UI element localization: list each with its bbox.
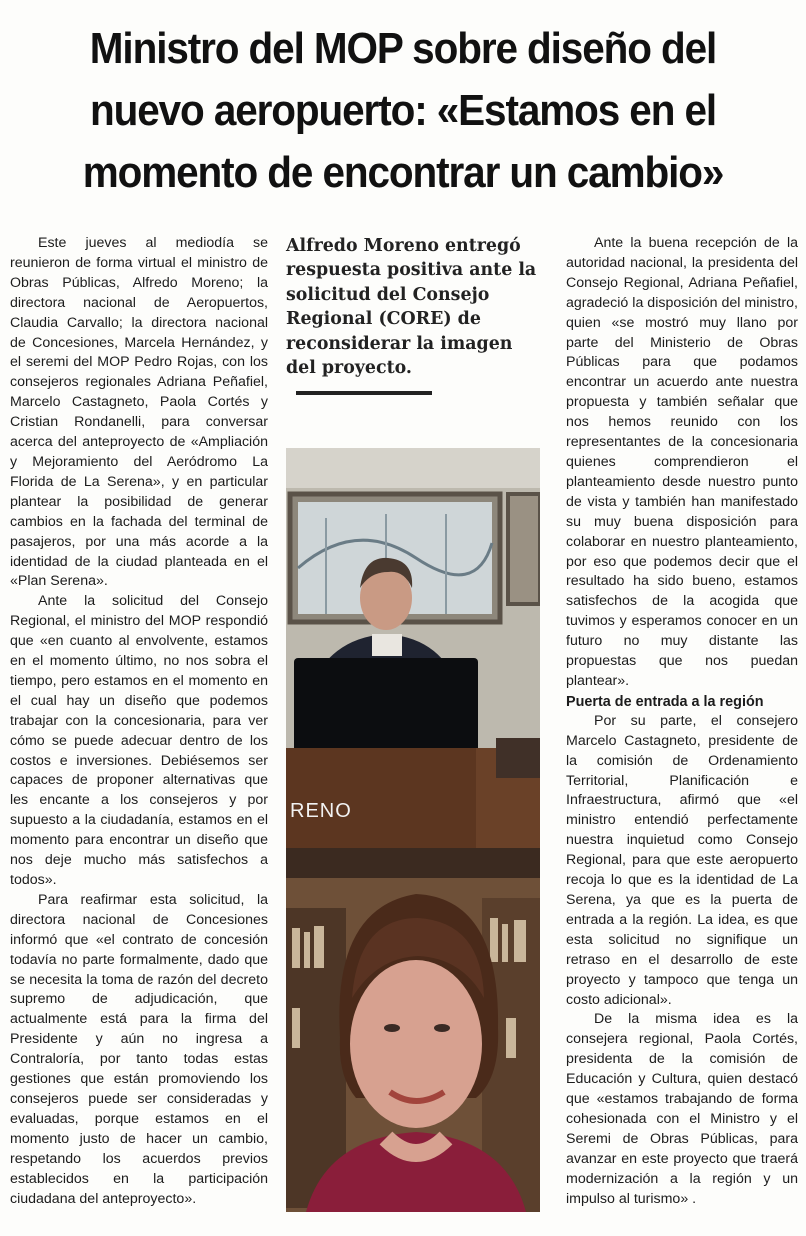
- paragraph: Por su parte, el consejero Marcelo Castagneto, presidente de la comisión de Ordenamiento Territorial, Planificación e Infraestructura, afirmó que «el ministro entendió perfectamente nuestra inquietud como Consejo Regional, para que este aeropuerto recoja lo que es la identidad de La Serena, ya que es la puerta de entrada a la región. La idea, es que esta solicitud no signifique un retraso en el desarrollo de este proyecto y tampoco que tenga un costo adicional».: [566, 712, 798, 1008]
- section-subhead: Puerta de entrada a la región: [566, 693, 764, 710]
- headline-line-1: Ministro del MOP sobre diseño del: [89, 24, 717, 73]
- photo-nameplate: RENO: [290, 800, 352, 822]
- photo-councilor-illustration: [286, 848, 540, 1212]
- lead-rule: [296, 391, 432, 395]
- article-column-right: [566, 234, 798, 1210]
- photo-councilor-video-call: [286, 848, 540, 1212]
- paragraph: Ante la buena recepción de la autoridad nacional, la presidenta del Consejo Regional, Adriana Peñafiel, agradeció la disposición del ministro, quien «se mostró muy llano por parte del Ministerio de Obras Públicas para que podamos encontrar un acuerdo ante nuestra propuesta y también señalar que nos hemos reunido con los representantes de la concesionaria quienes comprendieron el planteamiento desde nuestro punto de vista y también han manifestado su muy buena disposición para colaborar en nuestro planteamiento, por eso que podemos decir que el resultado ha sido bueno, estamos satisfechos de la acogida que tuvimos y esperamos conocer en un futuro no muy distante las propuestas que nos puedan plantear».: [566, 235, 798, 689]
- photo-minister-illustration: [286, 448, 540, 848]
- lead-summary: [286, 234, 538, 405]
- paragraph: Este jueves al mediodía se reunieron de forma virtual el ministro de Obras Públicas, Alfredo Moreno; la directora nacional de Aeropuertos, Claudia Carvallo; la directora nacional de Concesiones, Marcela Hernández, y el seremi del MOP Pedro Rojas, con los consejeros regionales Adriana Peñafiel, Marcelo Castagneto, Paola Cortés y Cristian Rondanelli, para conversar acerca del anteproyecto de «Ampliación y Mejoramiento del Aeródromo La Florida de La Serena», y en particular plantear la posibilidad de generar cambios en la fachada del terminal de pasajeros, por una más acorde a la identidad de la ciudad planteada en el «Plan Serena».: [10, 235, 268, 590]
- article-column-left: [10, 234, 268, 1209]
- headline-line-2: nuevo aeropuerto: «Estamos en el: [89, 86, 717, 135]
- paragraph: Para reafirmar esta solicitud, la directora nacional de Concesiones informó que «el contrato de concesión todavía no parte formalmente, dado que se necesita la toma de razón del decreto supremo de adjudicación, que actualmente está para la firma del Presidente y aún no ingresa a Contraloría, por tanto todas estas gestiones que están promoviendo los consejeros puede ser consideradas y evaluadas, porque estamos en el momento justo de hacer un cambio, respetando los acuerdos previos establecidos en la participación ciudadana del anteproyecto».: [10, 891, 268, 1207]
- headline: [32, 18, 774, 204]
- photo-minister-video-call: [286, 448, 540, 848]
- headline-line-3: momento de encontrar un cambio»: [82, 148, 724, 197]
- lead-text: Alfredo Moreno entregó respuesta positiva ante la solicitud del Consejo Regional (CORE) de reconsiderar la imagen del proyecto.: [286, 236, 537, 379]
- paragraph: Ante la solicitud del Consejo Regional, el ministro del MOP respondió que «en cuanto al envolvente, estamos en el momento último, no nos sobra el tiempo, pero estamos en el momento en el cual hay un diseño que podemos trabajar con la concesionaria, para ver cómo se puede adecuar dentro de los costos e inversiones. Debiésemos ser capaces de proponer alternativas que les encante a los consejeros y por supuesto a la ciudadanía, estamos en el momento para encontrar un diseño que nos deje mucho más satisfechos a todos».: [10, 593, 268, 888]
- paragraph: De la misma idea es la consejera regional, Paola Cortés, presidenta de la comisión de Educación y Cultura, quien destacó que «estamos trabajando de forma cohesionada con el Ministro y el Seremi de Obras Públicas, para avanzar en este proyecto que traerá modernización a la región y un impulso al turismo» .: [566, 1011, 798, 1207]
